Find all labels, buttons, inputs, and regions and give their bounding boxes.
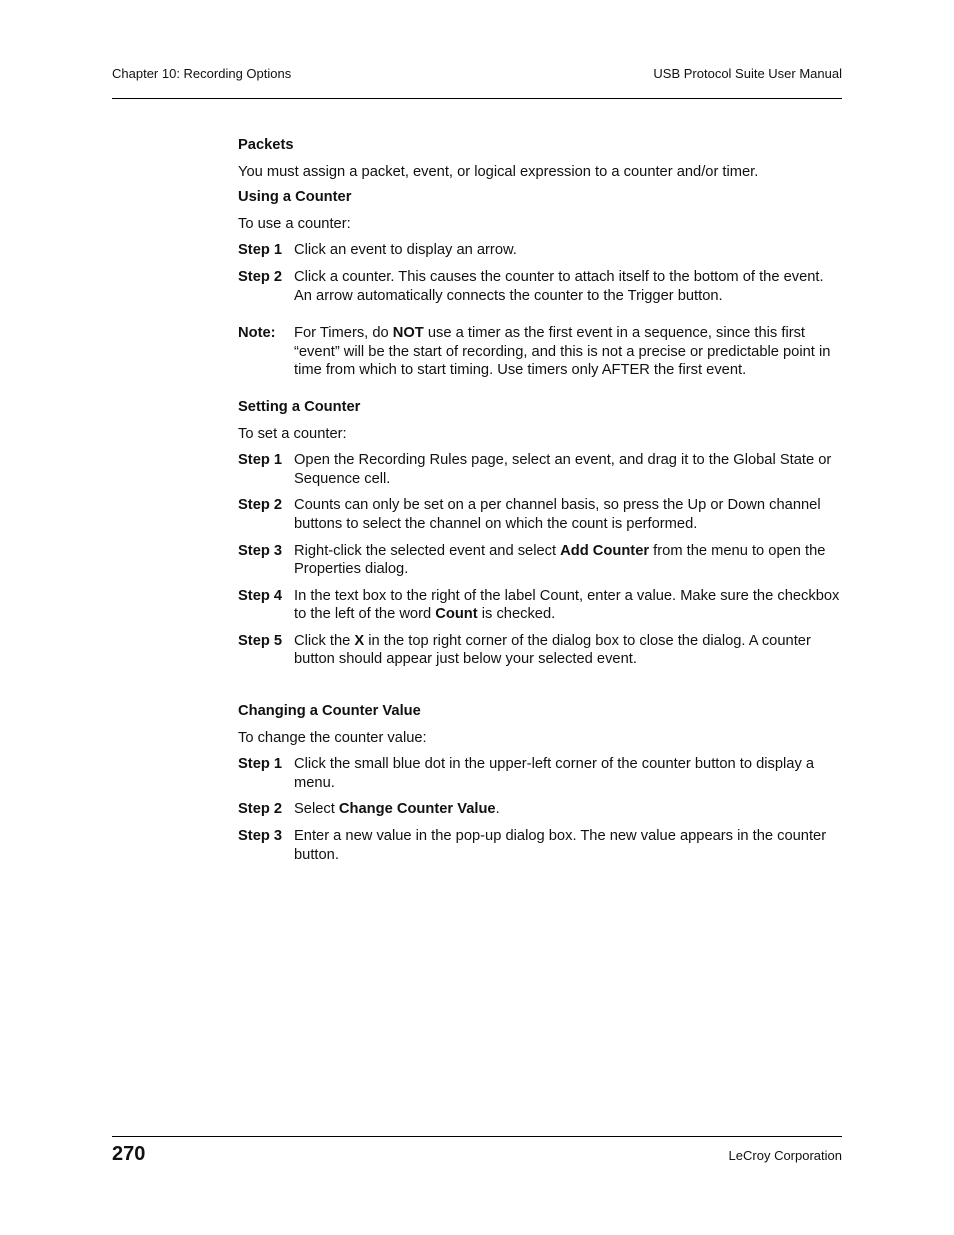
page-body [238,136,842,864]
changing-step-3 [238,827,842,864]
step-label: Step 5 [238,632,283,649]
footer-company: LeCroy Corporation [728,1148,842,1163]
step-label: Step 1 [238,242,283,259]
step-label: Step 1 [238,756,283,773]
changing-step-1 [238,755,842,792]
setting-step-2 [238,496,842,533]
step-text: Enter a new value in the pop-up dialog box. The new value appears in the counter button. [294,828,827,863]
changing-step-2 [238,800,842,819]
note-block [238,324,842,380]
running-header-manual: USB Protocol Suite User Manual [653,66,842,81]
setting-step-4 [238,587,842,624]
step-text: Click the small blue dot in the upper-left corner of the counter button to display a menu. [294,756,815,791]
setting-step-3 [238,542,842,579]
step-label: Step 4 [238,587,283,604]
setting-step-1 [238,451,842,488]
step-label: Step 2 [238,268,283,285]
step-text: Select Change Counter Value. [294,801,500,818]
note-label: Note: [238,325,276,342]
heading-using-counter: Using a Counter [238,189,352,206]
step-text: Click the X in the top right corner of the dialog box to close the dialog. A counter button should appear just below your selected event. [294,632,811,668]
using-intro: To use a counter: [238,215,351,232]
packets-paragraph: You must assign a packet, event, or logical expression to a counter and/or timer. [238,163,759,180]
running-header-chapter: Chapter 10: Recording Options [112,66,292,81]
step-text: Right-click the selected event and select Add Counter from the menu to open the Properties dialog. [294,542,826,578]
step-label: Step 2 [238,801,283,818]
footer-rule [112,1136,842,1137]
setting-step-5 [238,632,842,669]
step-label: Step 2 [238,497,283,514]
heading-packets: Packets [238,137,294,153]
step-text: Open the Recording Rules page, select an event, and drag it to the Global State or Sequence cell. [294,452,832,487]
heading-changing-counter: Changing a Counter Value [238,703,421,720]
header-rule [112,98,842,99]
step-text: In the text box to the right of the label Count, enter a value. Make sure the checkbox to the left of the word Count is checked. [294,587,840,623]
using-step-2 [238,268,842,305]
step-text: Click an event to display an arrow. [294,242,517,259]
page-number: 270 [112,1143,146,1165]
heading-setting-counter: Setting a Counter [238,398,361,415]
step-label: Step 1 [238,452,283,469]
setting-intro: To set a counter: [238,425,347,442]
using-step-1 [238,241,842,260]
step-label: Step 3 [238,542,283,559]
note-text: For Timers, do NOT use a timer as the first event in a sequence, since this first “event” will be the start of recording, and this is not a precise or predictable point in time from which to start timing. Use timers only AFTER the first event. [294,325,831,379]
step-text: Click a counter. This causes the counter to attach itself to the bottom of the event. An arrow automatically connects the counter to the Trigger button. [294,268,824,304]
step-label: Step 3 [238,828,283,845]
changing-intro: To change the counter value: [238,729,427,746]
step-text: Counts can only be set on a per channel basis, so press the Up or Down channel buttons to select the channel on which the count is performed. [294,497,821,532]
